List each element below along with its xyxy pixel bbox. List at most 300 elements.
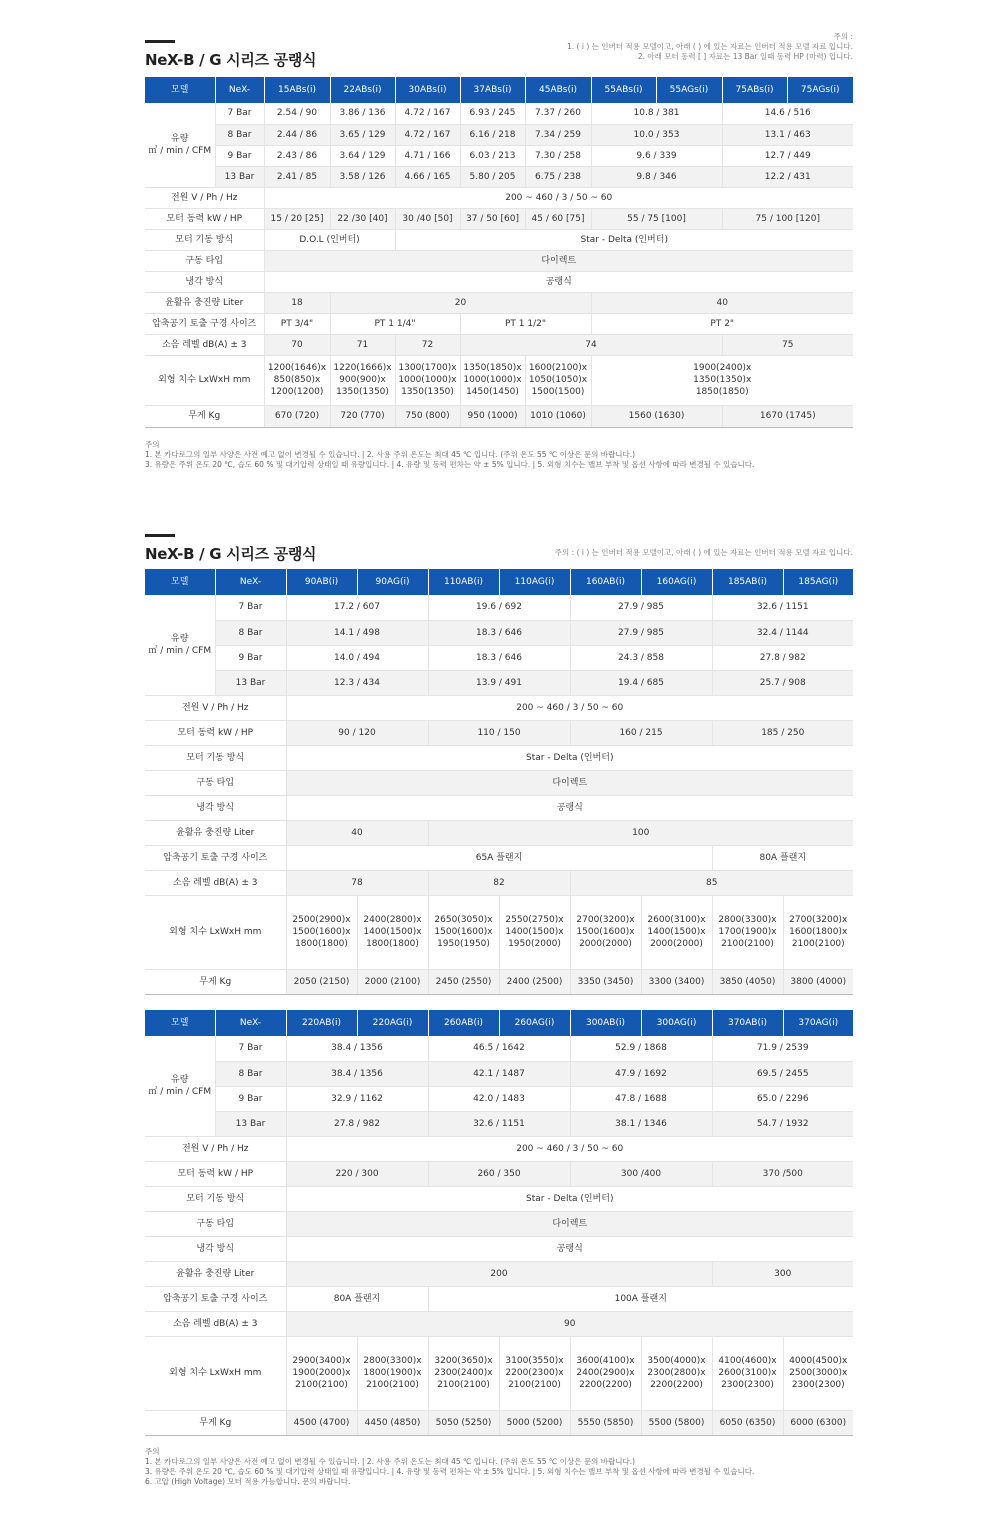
weight-cell: 5500 (5800) xyxy=(641,1410,712,1435)
flow-cell: 2.44 / 86 xyxy=(264,124,330,145)
flow-cell: 14.0 / 494 xyxy=(286,645,428,670)
flow-cell: 6.75 / 238 xyxy=(525,166,591,187)
row-label: 냉각 방식 xyxy=(145,795,286,820)
weight-cell: 1560 (1630) xyxy=(591,405,722,427)
header-cell: 모델 xyxy=(145,77,215,103)
weight-cell: 1010 (1060) xyxy=(525,405,591,427)
port-cell: 80A 플랜지 xyxy=(286,1286,428,1311)
header-cell: 370AG(i) xyxy=(783,1010,853,1036)
flow-row xyxy=(145,670,853,695)
start-cell: Star - Delta (인버터) xyxy=(395,229,853,250)
flow-cell: 47.8 / 1688 xyxy=(570,1086,712,1111)
flow-cell: 3.65 / 129 xyxy=(330,124,395,145)
flow-cell: 2.43 / 86 xyxy=(264,145,330,166)
flow-cell: 3.58 / 126 xyxy=(330,166,395,187)
foot-line: 주의 xyxy=(145,440,160,449)
bar-label: 9 Bar xyxy=(215,1086,286,1111)
motor-cell: 260 / 350 xyxy=(428,1161,570,1186)
noise-cell: 82 xyxy=(428,870,570,895)
dim-cell: 4100(4600)x 2600(3100)x 2300(2300) xyxy=(712,1336,783,1410)
dim-cell: 3200(3650)x 2300(2400)x 2100(2100) xyxy=(428,1336,499,1410)
motor-cell: 22 /30 [40] xyxy=(330,208,395,229)
port-row xyxy=(145,1286,853,1311)
header-row xyxy=(145,77,853,103)
start-row xyxy=(145,745,853,770)
flow-cell: 38.1 / 1346 xyxy=(570,1111,712,1136)
noise-row xyxy=(145,870,853,895)
spec-table-1 xyxy=(145,77,853,428)
flow-cell: 5.80 / 205 xyxy=(460,166,525,187)
port-row xyxy=(145,845,853,870)
motor-cell: 185 / 250 xyxy=(712,720,853,745)
flow-cell: 54.7 / 1932 xyxy=(712,1111,853,1136)
flow-cell: 18.3 / 646 xyxy=(428,645,570,670)
header-cell: 37ABs(i) xyxy=(460,77,525,103)
cool-cell: 공랭식 xyxy=(264,271,853,292)
row-label: 무게 Kg xyxy=(145,405,264,427)
port-row xyxy=(145,313,853,334)
flow-cell: 6.03 / 213 xyxy=(460,145,525,166)
row-label: 구동 타입 xyxy=(145,770,286,795)
flow-cell: 14.1 / 498 xyxy=(286,620,428,645)
flow-cell: 3.86 / 136 xyxy=(330,103,395,124)
noise-cell: 75 xyxy=(722,334,853,355)
flow-cell: 47.9 / 1692 xyxy=(570,1061,712,1086)
row-label: 구동 타입 xyxy=(145,1211,286,1236)
flow-cell: 13.1 / 463 xyxy=(722,124,853,145)
motor-cell: 30 /40 [50] xyxy=(395,208,460,229)
foot-line: 3. 유량은 주위 온도 20 ℃, 습도 60 % 및 대기압력 상태일 때 유량입니다. | 4. 유량 및 동력 편차는 약 ± 5% 입니다. | 5. 외형 치수는 밸브 부착 및 옵션 사항에 따라 변경될 수 있습니다. xyxy=(145,460,755,469)
header-cell: 75AGs(i) xyxy=(787,77,853,103)
motor-row xyxy=(145,208,853,229)
noise-row xyxy=(145,334,853,355)
flow-cell: 7.37 / 260 xyxy=(525,103,591,124)
power-row xyxy=(145,187,853,208)
header-cell: 220AB(i) xyxy=(286,1010,357,1036)
notes-right xyxy=(567,32,853,62)
header-cell: 110AG(i) xyxy=(499,569,570,595)
header-cell: 220AG(i) xyxy=(357,1010,428,1036)
footnotes xyxy=(145,440,853,470)
row-label: 모터 기동 방식 xyxy=(145,745,286,770)
start-cell: Star - Delta (인버터) xyxy=(286,745,853,770)
noise-cell: 90 xyxy=(286,1311,853,1336)
bar-label: 8 Bar xyxy=(215,620,286,645)
row-label: 냉각 방식 xyxy=(145,1236,286,1261)
weight-row xyxy=(145,1410,853,1435)
drive-cell: 다이렉트 xyxy=(286,770,853,795)
row-label: 외형 치수 LxWxH mm xyxy=(145,1336,286,1410)
bar-label: 7 Bar xyxy=(215,1036,286,1061)
section-large-models xyxy=(145,534,853,1524)
flow-cell: 6.16 / 218 xyxy=(460,124,525,145)
weight-cell: 4450 (4850) xyxy=(357,1410,428,1435)
oil-cell: 18 xyxy=(264,292,330,313)
motor-cell: 110 / 150 xyxy=(428,720,570,745)
bar-label: 7 Bar xyxy=(215,103,264,124)
dim-cell: 2900(3400)x 1900(2000)x 2100(2100) xyxy=(286,1336,357,1410)
foot-line: 주의 xyxy=(145,1447,160,1456)
oil-cell: 40 xyxy=(591,292,853,313)
header-cell: 370AB(i) xyxy=(712,1010,783,1036)
motor-row xyxy=(145,1161,853,1186)
flow-row xyxy=(145,1111,853,1136)
row-label: 모터 동력 kW / HP xyxy=(145,1161,286,1186)
flow-row xyxy=(145,645,853,670)
flow-cell: 69.5 / 2455 xyxy=(712,1061,853,1086)
dim-cell: 1350(1850)x 1000(1000)x 1450(1450) xyxy=(460,355,525,405)
motor-cell: 15 / 20 [25] xyxy=(264,208,330,229)
row-label: 모터 동력 kW / HP xyxy=(145,720,286,745)
row-label: 모터 기동 방식 xyxy=(145,1186,286,1211)
flow-label: 유량 ㎥ / min / CFM xyxy=(145,1036,215,1136)
dim-cell: 4000(4500)x 2500(3000)x 2300(2300) xyxy=(783,1336,853,1410)
row-label: 소음 레벨 dB(A) ± 3 xyxy=(145,334,264,355)
bar-label: 8 Bar xyxy=(215,124,264,145)
drive-row xyxy=(145,770,853,795)
flow-row xyxy=(145,1036,853,1061)
dim-cell: 3500(4000)x 2300(2800)x 2200(2200) xyxy=(641,1336,712,1410)
flow-cell: 10.0 / 353 xyxy=(591,124,722,145)
spec-table-2a xyxy=(145,569,853,995)
oil-row xyxy=(145,292,853,313)
power-row xyxy=(145,1136,853,1161)
section-title: NeX-B / G 시리즈 공랭식 xyxy=(145,51,317,69)
header-cell: 45ABs(i) xyxy=(525,77,591,103)
dim-cell: 2400(2800)x 1400(1500)x 1800(1800) xyxy=(357,895,428,969)
motor-cell: 45 / 60 [75] xyxy=(525,208,591,229)
flow-row xyxy=(145,166,853,187)
flow-row xyxy=(145,145,853,166)
row-label: 압축공기 토출 구경 사이즈 xyxy=(145,313,264,334)
start-cell: Star - Delta (인버터) xyxy=(286,1186,853,1211)
row-label: 외형 치수 LxWxH mm xyxy=(145,355,264,405)
flow-cell: 4.72 / 167 xyxy=(395,103,460,124)
motor-cell: 37 / 50 [60] xyxy=(460,208,525,229)
header-cell: NeX- xyxy=(215,1010,286,1036)
motor-cell: 90 / 120 xyxy=(286,720,428,745)
row-label: 무게 Kg xyxy=(145,969,286,994)
noise-cell: 85 xyxy=(570,870,853,895)
weight-cell: 2450 (2550) xyxy=(428,969,499,994)
flow-cell: 2.41 / 85 xyxy=(264,166,330,187)
power-cell: 200 ~ 460 / 3 / 50 ~ 60 xyxy=(286,1136,853,1161)
flow-cell: 4.71 / 166 xyxy=(395,145,460,166)
note-line: 2. 아래 모터 동력 [ ] 자료는 13 Bar 일때 동력 HP (마력) 입니다. xyxy=(637,52,853,61)
dim-cell: 3100(3550)x 2200(2300)x 2100(2100) xyxy=(499,1336,570,1410)
header-row xyxy=(145,569,853,595)
flow-cell: 3.64 / 129 xyxy=(330,145,395,166)
oil-row xyxy=(145,1261,853,1286)
dim-row xyxy=(145,355,853,405)
flow-cell: 32.9 / 1162 xyxy=(286,1086,428,1111)
row-label: 무게 Kg xyxy=(145,1410,286,1435)
flow-cell: 25.7 / 908 xyxy=(712,670,853,695)
header-cell: 모델 xyxy=(145,569,215,595)
weight-cell: 750 (800) xyxy=(395,405,460,427)
flow-cell: 42.1 / 1487 xyxy=(428,1061,570,1086)
dim-cell: 1600(2100)x 1050(1050)x 1500(1500) xyxy=(525,355,591,405)
header-cell: 185AG(i) xyxy=(783,569,853,595)
flow-cell: 14.6 / 516 xyxy=(722,103,853,124)
flow-cell: 46.5 / 1642 xyxy=(428,1036,570,1061)
drive-cell: 다이렉트 xyxy=(286,1211,853,1236)
oil-cell: 200 xyxy=(286,1261,712,1286)
flow-row xyxy=(145,620,853,645)
flow-cell: 24.3 / 858 xyxy=(570,645,712,670)
note-line: 주의 : xyxy=(833,32,853,41)
bar-label: 9 Bar xyxy=(215,645,286,670)
oil-cell: 100 xyxy=(428,820,853,845)
foot-line: 6. 고압 (High Voltage) 모터 적용 가능합니다. 문의 바랍니다. xyxy=(145,1477,351,1486)
weight-cell: 3300 (3400) xyxy=(641,969,712,994)
header-cell: 30ABs(i) xyxy=(395,77,460,103)
bar-label: 13 Bar xyxy=(215,670,286,695)
weight-cell: 3800 (4000) xyxy=(783,969,853,994)
flow-cell: 38.4 / 1356 xyxy=(286,1036,428,1061)
header-cell: 260AB(i) xyxy=(428,1010,499,1036)
row-label: 냉각 방식 xyxy=(145,271,264,292)
flow-cell: 27.9 / 985 xyxy=(570,620,712,645)
flow-cell: 12.7 / 449 xyxy=(722,145,853,166)
row-label: 전원 V / Ph / Hz xyxy=(145,695,286,720)
header-cell: NeX- xyxy=(215,77,264,103)
flow-cell: 38.4 / 1356 xyxy=(286,1061,428,1086)
oil-cell: 20 xyxy=(330,292,591,313)
port-cell: 100A 플랜지 xyxy=(428,1286,853,1311)
weight-cell: 5000 (5200) xyxy=(499,1410,570,1435)
cool-row xyxy=(145,795,853,820)
drive-row xyxy=(145,1211,853,1236)
noise-cell: 78 xyxy=(286,870,428,895)
flow-label: 유량 ㎥ / min / CFM xyxy=(145,103,215,187)
header-cell: 90AB(i) xyxy=(286,569,357,595)
flow-label: 유량 ㎥ / min / CFM xyxy=(145,595,215,695)
header-cell: 160AG(i) xyxy=(641,569,712,595)
weight-cell: 5550 (5850) xyxy=(570,1410,641,1435)
weight-cell: 5050 (5250) xyxy=(428,1410,499,1435)
row-label: 소음 레벨 dB(A) ± 3 xyxy=(145,870,286,895)
title-accent-bar xyxy=(145,40,175,43)
flow-cell: 27.9 / 985 xyxy=(570,595,712,620)
power-cell: 200 ~ 460 / 3 / 50 ~ 60 xyxy=(286,695,853,720)
header-cell: 75ABs(i) xyxy=(722,77,787,103)
row-label: 모터 기동 방식 xyxy=(145,229,264,250)
oil-cell: 300 xyxy=(712,1261,853,1286)
port-cell: 65A 플랜지 xyxy=(286,845,712,870)
power-cell: 200 ~ 460 / 3 / 50 ~ 60 xyxy=(264,187,853,208)
flow-cell: 19.4 / 685 xyxy=(570,670,712,695)
flow-cell: 27.8 / 982 xyxy=(286,1111,428,1136)
dim-cell: 1200(1646)x 850(850)x 1200(1200) xyxy=(264,355,330,405)
bar-label: 9 Bar xyxy=(215,145,264,166)
flow-cell: 65.0 / 2296 xyxy=(712,1086,853,1111)
dim-cell: 1900(2400)x 1350(1350)x 1850(1850) xyxy=(591,355,853,405)
flow-row xyxy=(145,1061,853,1086)
row-label: 소음 레벨 dB(A) ± 3 xyxy=(145,1311,286,1336)
header-cell: 55ABs(i) xyxy=(591,77,656,103)
dim-cell: 2600(3100)x 1400(1500)x 2000(2000) xyxy=(641,895,712,969)
start-row xyxy=(145,1186,853,1211)
weight-cell: 720 (770) xyxy=(330,405,395,427)
cool-row xyxy=(145,271,853,292)
header-cell: 22ABs(i) xyxy=(330,77,395,103)
noise-cell: 74 xyxy=(460,334,722,355)
flow-cell: 32.6 / 1151 xyxy=(428,1111,570,1136)
header-cell: 110AB(i) xyxy=(428,569,499,595)
flow-cell: 9.8 / 346 xyxy=(591,166,722,187)
row-label: 윤활유 충진량 Liter xyxy=(145,292,264,313)
flow-cell: 9.6 / 339 xyxy=(591,145,722,166)
dim-cell: 1300(1700)x 1000(1000)x 1350(1350) xyxy=(395,355,460,405)
flow-cell: 27.8 / 982 xyxy=(712,645,853,670)
weight-cell: 2000 (2100) xyxy=(357,969,428,994)
row-label: 전원 V / Ph / Hz xyxy=(145,187,264,208)
dim-cell: 3600(4100)x 2400(2900)x 2200(2200) xyxy=(570,1336,641,1410)
flow-cell: 12.3 / 434 xyxy=(286,670,428,695)
motor-cell: 160 / 215 xyxy=(570,720,712,745)
flow-row xyxy=(145,103,853,124)
flow-row xyxy=(145,595,853,620)
drive-cell: 다이렉트 xyxy=(264,250,853,271)
dim-cell: 2550(2750)x 1400(1500)x 1950(2000) xyxy=(499,895,570,969)
port-cell: PT 2" xyxy=(591,313,853,334)
flow-cell: 6.93 / 245 xyxy=(460,103,525,124)
flow-cell: 4.66 / 165 xyxy=(395,166,460,187)
dim-cell: 2650(3050)x 1500(1600)x 1950(1950) xyxy=(428,895,499,969)
foot-line: 3. 유량은 주위 온도 20 ℃, 습도 60 % 및 대기압력 상태일 때 유량입니다. | 4. 유량 및 동력 편차는 약 ± 5% 입니다. | 5. 외형 치수는 밸브 부착 및 옵션 사항에 따라 변경될 수 있습니다. xyxy=(145,1467,755,1476)
weight-cell: 6000 (6300) xyxy=(783,1410,853,1435)
cool-cell: 공랭식 xyxy=(286,1236,853,1261)
flow-cell: 19.6 / 692 xyxy=(428,595,570,620)
motor-cell: 75 / 100 [120] xyxy=(722,208,853,229)
weight-cell: 2400 (2500) xyxy=(499,969,570,994)
flow-cell: 2.54 / 90 xyxy=(264,103,330,124)
port-cell: 80A 플랜지 xyxy=(712,845,853,870)
weight-cell: 4500 (4700) xyxy=(286,1410,357,1435)
motor-cell: 220 / 300 xyxy=(286,1161,428,1186)
row-label: 윤활유 충진량 Liter xyxy=(145,820,286,845)
header-cell: 15ABs(i) xyxy=(264,77,330,103)
bar-label: 8 Bar xyxy=(215,1061,286,1086)
weight-cell: 3350 (3450) xyxy=(570,969,641,994)
flow-row xyxy=(145,1086,853,1111)
spec-table-2b xyxy=(145,1010,853,1436)
flow-cell: 42.0 / 1483 xyxy=(428,1086,570,1111)
flow-cell: 18.3 / 646 xyxy=(428,620,570,645)
oil-row xyxy=(145,820,853,845)
weight-cell: 950 (1000) xyxy=(460,405,525,427)
weight-cell: 6050 (6350) xyxy=(712,1410,783,1435)
header-cell: 90AG(i) xyxy=(357,569,428,595)
oil-cell: 40 xyxy=(286,820,428,845)
port-cell: PT 1 1/2" xyxy=(460,313,591,334)
weight-cell: 1670 (1745) xyxy=(722,405,853,427)
drive-row xyxy=(145,250,853,271)
title-accent-bar xyxy=(145,534,175,537)
noise-row xyxy=(145,1311,853,1336)
footnotes xyxy=(145,1447,853,1487)
dim-cell: 2800(3300)x 1700(1900)x 2100(2100) xyxy=(712,895,783,969)
section-title: NeX-B / G 시리즈 공랭식 xyxy=(145,545,317,563)
header-cell: 160AB(i) xyxy=(570,569,641,595)
header-cell: 185AB(i) xyxy=(712,569,783,595)
flow-cell: 7.30 / 258 xyxy=(525,145,591,166)
dim-row xyxy=(145,895,853,969)
start-row xyxy=(145,229,853,250)
flow-cell: 7.34 / 259 xyxy=(525,124,591,145)
dim-cell: 1220(1666)x 900(900)x 1350(1350) xyxy=(330,355,395,405)
motor-cell: 55 / 75 [100] xyxy=(591,208,722,229)
dim-cell: 2700(3200)x 1500(1600)x 2000(2000) xyxy=(570,895,641,969)
row-label: 구동 타입 xyxy=(145,250,264,271)
row-label: 윤활유 충진량 Liter xyxy=(145,1261,286,1286)
flow-row xyxy=(145,124,853,145)
foot-line: 1. 본 카다로그의 일부 사양은 사전 예고 없이 변경될 수 있습니다. | 2. 사용 주위 온도는 최대 45 ℃ 입니다. (주위 온도 55 ℃ 이상은 문의 바랍니다.) xyxy=(145,1457,636,1466)
cool-row xyxy=(145,1236,853,1261)
header-cell: 55AGs(i) xyxy=(656,77,722,103)
flow-cell: 12.2 / 431 xyxy=(722,166,853,187)
dim-cell: 2500(2900)x 1500(1600)x 1800(1800) xyxy=(286,895,357,969)
flow-cell: 10.8 / 381 xyxy=(591,103,722,124)
motor-cell: 370 /500 xyxy=(712,1161,853,1186)
header-cell: 모델 xyxy=(145,1010,215,1036)
row-label: 외형 치수 LxWxH mm xyxy=(145,895,286,969)
flow-cell: 13.9 / 491 xyxy=(428,670,570,695)
port-cell: PT 3/4" xyxy=(264,313,330,334)
flow-cell: 4.72 / 167 xyxy=(395,124,460,145)
weight-cell: 2050 (2150) xyxy=(286,969,357,994)
header-row xyxy=(145,1010,853,1036)
weight-row xyxy=(145,405,853,427)
bar-label: 7 Bar xyxy=(215,595,286,620)
noise-cell: 70 xyxy=(264,334,330,355)
row-label: 압축공기 토출 구경 사이즈 xyxy=(145,845,286,870)
flow-cell: 52.9 / 1868 xyxy=(570,1036,712,1061)
header-cell: NeX- xyxy=(215,569,286,595)
header-cell: 260AG(i) xyxy=(499,1010,570,1036)
port-cell: PT 1 1/4" xyxy=(330,313,460,334)
weight-cell: 3850 (4050) xyxy=(712,969,783,994)
power-row xyxy=(145,695,853,720)
header-cell: 300AG(i) xyxy=(641,1010,712,1036)
start-cell: D.O.L (인버터) xyxy=(264,229,395,250)
noise-cell: 72 xyxy=(395,334,460,355)
weight-cell: 670 (720) xyxy=(264,405,330,427)
noise-cell: 71 xyxy=(330,334,395,355)
foot-line: 1. 본 카다로그의 일부 사양은 사전 예고 없이 변경될 수 있습니다. | 2. 사용 주위 온도는 최대 45 ℃ 입니다. (주위 온도 55 ℃ 이상은 문의 바랍니다.) xyxy=(145,450,636,459)
flow-cell: 17.2 / 607 xyxy=(286,595,428,620)
notes-right: 주의 : ( i ) 는 인버터 적용 모델이고, 아래 ( ) 에 있는 자료는 인버터 적용 모델 자료 입니다. xyxy=(554,548,853,557)
dim-row xyxy=(145,1336,853,1410)
row-label: 압축공기 토출 구경 사이즈 xyxy=(145,1286,286,1311)
row-label: 모터 동력 kW / HP xyxy=(145,208,264,229)
flow-cell: 32.4 / 1144 xyxy=(712,620,853,645)
dim-cell: 2700(3200)x 1600(1800)x 2100(2100) xyxy=(783,895,853,969)
motor-row xyxy=(145,720,853,745)
flow-cell: 71.9 / 2539 xyxy=(712,1036,853,1061)
bar-label: 13 Bar xyxy=(215,1111,286,1136)
cool-cell: 공랭식 xyxy=(286,795,853,820)
weight-row xyxy=(145,969,853,994)
header-cell: 300AB(i) xyxy=(570,1010,641,1036)
dim-cell: 2800(3300)x 1800(1900)x 2100(2100) xyxy=(357,1336,428,1410)
motor-cell: 300 /400 xyxy=(570,1161,712,1186)
row-label: 전원 V / Ph / Hz xyxy=(145,1136,286,1161)
bar-label: 13 Bar xyxy=(215,166,264,187)
note-line: 1. ( i ) 는 인버터 적용 모델이고, 아래 ( ) 에 있는 자료는 인버터 적용 모델 자료 입니다. xyxy=(567,42,853,51)
section-small-models xyxy=(145,32,853,480)
